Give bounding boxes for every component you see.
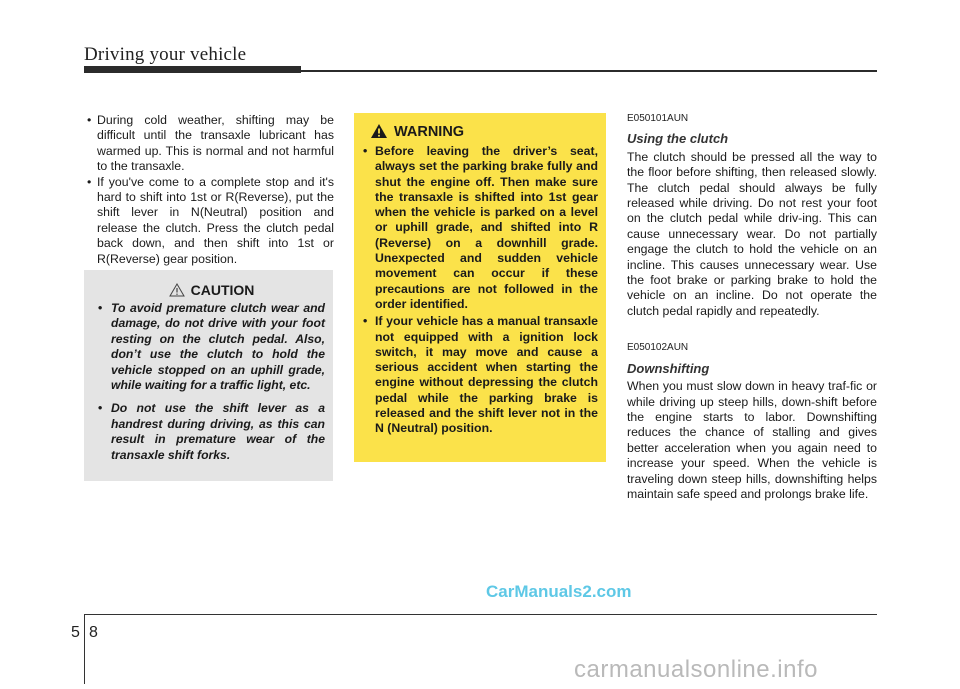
list-item: • If your vehicle has a manual transaxle not equipped with a ignition lock switch, it may move and cause a serious accident when starting the engine without depressing the clutch pedal while the parking brake is released and the shift lever not in the N (Neutral) position. [362,314,598,436]
footer-rule-horizontal [85,614,877,615]
right-column [627,111,877,502]
page-section-number: 5 [71,624,80,641]
list-item: • If you've come to a complete stop and it's hard to shift into 1st or R(Reverse), put the shift lever in N(Neutral) position and release the clutch. Press the clutch pedal back down, and then shift into 1st or R(Reverse) gear position. [84,175,334,267]
page-number: 8 [89,624,98,641]
caution-heading [98,282,325,298]
section-code: E050101AUN [627,113,689,124]
section-code: E050102AUN [627,342,689,354]
page-title: Driving your vehicle [84,44,247,65]
caution-title: CAUTION [190,282,255,298]
left-bullet-list [84,113,334,267]
list-item: • Before leaving the driver’s seat, always set the parking brake fully and shut the engine off. Then make sure the transaxle is shifted into 1st gear when the vehicle is parked on a level or uphill grade, and shifted into R (Reverse) on a downhill grade. Unexpected and sudden vehicle movement can occur if these precautions are not followed in the order identified. [362,144,598,312]
header-rule-thin [301,70,877,72]
section-body-using-clutch: The clutch should be pressed all the way to the floor before shifting, then released slowly. The clutch pedal should always be fully released while driving. Do not rest your foot on the clutch pedal while driv-ing. This can cause unnecessary wear. Do not partially engage the clutch to hold the vehicle on an incline. This causes unnecessary wear. Use the foot brake or parking brake to hold the vehicle on an incline. Do not operate the clutch pedal rapidly and repeatedly. [627,149,877,318]
list-item: • During cold weather, shifting may be difficult until the transaxle lubricant has warmed up. This is normal and not harmful to the transaxle. [84,113,334,175]
list-item: • Do not use the shift lever as a handrest during driving, as this can result in premature wear of the transaxle shift forks. [98,401,325,463]
warning-heading [362,123,598,140]
section-body-downshifting: When you must slow down in heavy traf-fic or while driving up steep hills, down-shift before the engine starts to labor. Downshifting reduces the chance of stalling and gives better acceleration when you again need to increase your speed. When the vehicle is traveling down steep hills, downshifting helps maintain safe speed and prolongs brake life. [627,379,877,501]
section-title-using-clutch: Using the clutch [627,131,729,147]
warning-box [354,113,606,462]
watermark-carmanuals2: CarManuals2.com [486,582,632,601]
watermark-carmanualsonline: carmanualsonline.info [574,656,818,683]
warning-triangle-icon [370,123,388,139]
header-rule-thick [84,66,301,73]
warning-title: WARNING [394,124,465,140]
caution-triangle-icon [169,283,185,297]
footer-rule-vertical [84,614,85,684]
caution-box [84,270,333,481]
list-item: • To avoid premature clutch wear and damage, do not drive with your foot resting on the clutch pedal. Also, don’t use the clutch to hold the vehicle stopped on an uphill grade, while waiting for a traffic light, etc. [98,301,325,393]
section-title-downshifting: Downshifting [627,360,710,376]
